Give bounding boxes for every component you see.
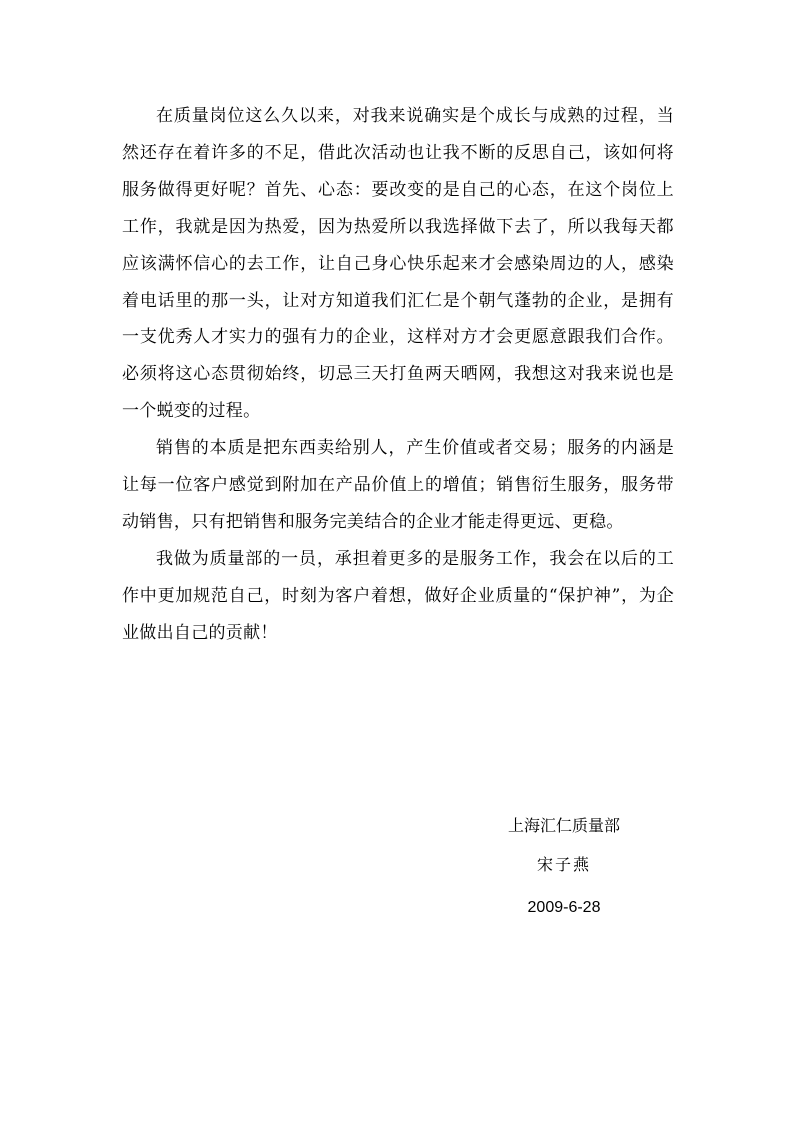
paragraph-1: 在质量岗位这么久以来，对我来说确实是个成长与成熟的过程，当然还存在着许多的不足，借此次活动也让我不断的反思自己，该如何将服务做得更好呢？首先、心态：要改变的是自己的心态，在这个岗位上工作，我就是因为热爱，因为热爱所以我选择做下去了，所以我每天都应该满怀信心的去工作，让自己身心快乐起来才会感染周边的人，感染着电话里的那一头，让对方知道我们汇仁是个朝气蓬勃的企业，是拥有一支优秀人才实力的强有力的企业，这样对方才会更愿意跟我们合作。必须将这心态贯彻始终，切忌三天打鱼两天晒网，我想这对我来说也是一个蜕变的过程。: [122, 106, 674, 422]
signature-date: 2009-6-28: [527, 899, 601, 916]
paragraph-2: 销售的本质是把东西卖给别人，产生价值或者交易；服务的内涵是让每一位客户感觉到附加在产品价值上的增值；销售衍生服务，服务带动销售，只有把销售和服务完美结合的企业才能走得更远、更稳。: [122, 438, 674, 532]
signature-name: 宋子燕: [536, 855, 591, 874]
signature-department: 上海汇仁质量部: [507, 816, 620, 835]
body-text: [122, 98, 674, 652]
paragraph-3: 我做为质量部的一员，承担着更多的是服务工作，我会在以后的工作中更加规范自己，时刻为客户着想，做好企业质量的“保护神”，为企业做出自己的贡献！: [122, 548, 674, 643]
